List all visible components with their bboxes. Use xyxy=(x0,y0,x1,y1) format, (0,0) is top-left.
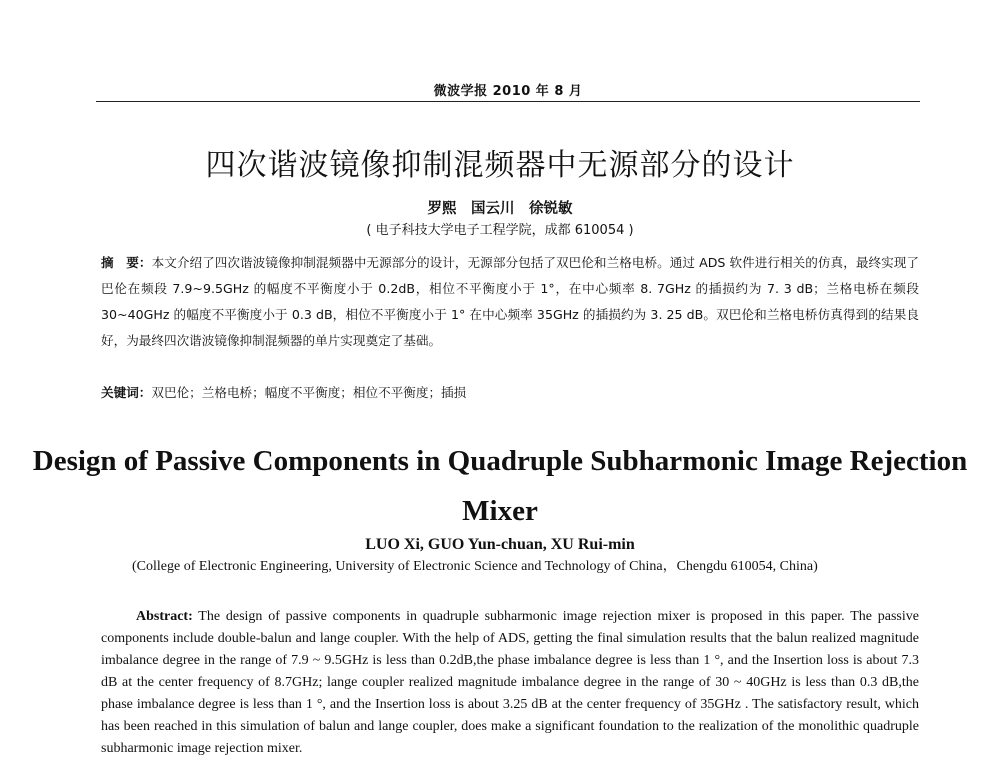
chinese-abstract xyxy=(101,250,919,354)
chinese-abstract-text: 本文介绍了四次谐波镜像抑制混频器中无源部分的设计，无源部分包括了双巴伦和兰格电桥。通过 ADS 软件进行相关的仿真，最终实现了巴伦在频段 7.9~9.5GHz 的幅度不平衡度小于 0.2dB，相位不平衡度小于 1°，在中心频率 8. 7GHz 的插损约为 7. 3 dB；兰格电桥在频段 30~40GHz 的幅度不平衡度小于 0.3 dB，相位不平衡度小于 1° 在中心频率 35GHz 的插损约为 3. 25 dB。双巴伦和兰格电桥仿真得到的结果良好，为最终四次谐波镜像抑制混频器的单片实现奠定了基础。 xyxy=(101,255,919,348)
chinese-authors: 罗熙 国云川 徐锐敏 xyxy=(427,201,573,217)
header-rule xyxy=(96,101,920,102)
english-title: Design of Passive Components in Quadruple Subharmonic Image Rejection Mixer xyxy=(32,445,968,527)
chinese-keywords-label: 关键词： xyxy=(101,385,152,400)
chinese-title: 四次谐波镜像抑制混频器中无源部分的设计 xyxy=(205,148,795,183)
english-abstract xyxy=(101,606,919,760)
chinese-keywords-text: 双巴伦；兰格电桥；幅度不平衡度；相位不平衡度；插损 xyxy=(151,385,467,400)
chinese-keywords xyxy=(101,380,919,406)
chinese-abstract-label: 摘 要： xyxy=(101,255,152,270)
english-abstract-text: The design of passive components in quadruple subharmonic image rejection mixer is proposed in this paper. The passive components include double-balun and lange coupler. With the help of ADS, getting the final simulation results that the balun realized magnitude imbalance degree in the range of 7.9 ~ 9.5GHz is less than 0.2dB,the phase imbalance degree is less than 1 °, and the Insertion loss is about 7.3 dB at the center frequency of 8.7GHz; lange coupler realized magnitude imbalance degree in the range of 30 ~ 40GHz is less than 0.3 dB,the phase imbalance degree is less than 1 °, and the Insertion loss is about 3.25 dB at the center frequency of 35GHz . The satisfactory result, which has been reached in this simulation of balun and lange coupler, does make a significant foundation to the realization of the monolithic quadruple subharmonic image rejection mixer. xyxy=(101,609,919,756)
chinese-affiliation: ( 电子科技大学电子工程学院，成都 610054 ) xyxy=(366,223,634,238)
running-header: 微波学报 2010 年 8 月 xyxy=(433,84,583,99)
english-authors: LUO Xi, GUO Yun-chuan, XU Rui-min xyxy=(365,536,635,553)
english-affiliation: (College of Electronic Engineering, University of Electronic Science and Technology of China，Chengdu 610054, China) xyxy=(132,559,818,574)
english-abstract-label: Abstract: xyxy=(136,609,193,624)
